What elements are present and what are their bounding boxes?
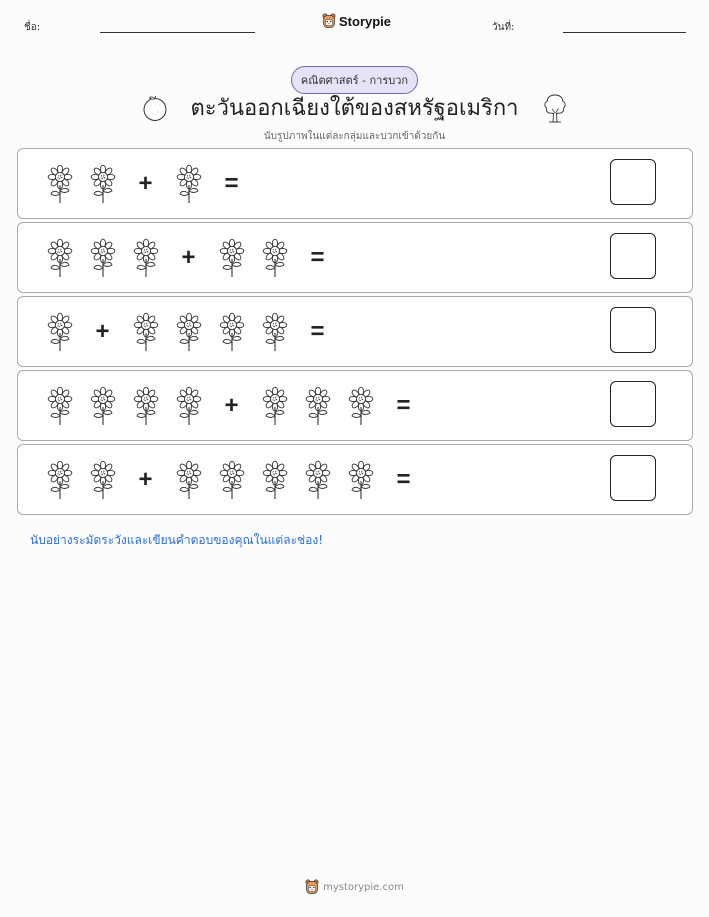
date-field[interactable]	[563, 32, 686, 33]
problem-row	[17, 148, 693, 219]
subject-badge: คณิตศาสตร์ - การบวก	[291, 66, 418, 94]
sunflower-icon	[173, 312, 205, 352]
sunflower-icon	[44, 460, 76, 500]
sunflower-icon	[173, 386, 205, 426]
sunflower-icon	[87, 386, 119, 426]
answer-box[interactable]	[610, 159, 656, 205]
sunflower-icon	[44, 238, 76, 278]
instructions: นับรูปภาพในแต่ละกลุ่มและบวกเข้าด้วยกัน	[263, 131, 446, 142]
sunflower-icon	[44, 312, 76, 352]
sunflower-icon	[259, 312, 291, 352]
sunflower-icon	[130, 312, 162, 352]
bear-mascot-icon	[322, 13, 336, 29]
tree-icon	[540, 92, 570, 124]
sunflower-icon	[130, 238, 162, 278]
answer-box[interactable]	[610, 381, 656, 427]
brand-logo	[322, 13, 391, 29]
footnote: นับอย่างระมัดระวังและเขียนคำตอบของคุณในแต่ละช่อง!	[30, 533, 324, 547]
sunflower-icon	[173, 460, 205, 500]
sunflower-icon	[302, 386, 334, 426]
answer-box[interactable]	[610, 307, 656, 353]
footer	[0, 879, 709, 895]
equals-sign: =	[396, 391, 411, 419]
page-title: ตะวันออกเฉียงใต้ของสหรัฐอเมริกา	[190, 96, 519, 121]
equals-sign: =	[396, 465, 411, 493]
sunflower-icon	[302, 460, 334, 500]
sunflower-icon	[345, 460, 377, 500]
sunflower-icon	[345, 386, 377, 426]
plus-sign: +	[138, 465, 153, 493]
sunflower-icon	[87, 164, 119, 204]
plus-sign: +	[138, 169, 153, 197]
sunflower-icon	[216, 460, 248, 500]
equation	[38, 445, 425, 514]
equals-sign: =	[310, 317, 325, 345]
sunflower-icon	[173, 164, 205, 204]
name-field[interactable]	[100, 32, 255, 33]
sunflower-icon	[44, 386, 76, 426]
problem-row	[17, 370, 693, 441]
sunflower-icon	[87, 460, 119, 500]
date-label: วันที่:	[492, 22, 515, 33]
sunflower-icon	[259, 460, 291, 500]
problem-row	[17, 222, 693, 293]
footer-site: mystorypie.com	[323, 881, 404, 893]
equation	[38, 297, 339, 366]
equation	[38, 223, 339, 292]
sunflower-icon	[216, 238, 248, 278]
title-row	[0, 92, 709, 126]
answer-box[interactable]	[610, 233, 656, 279]
equation	[38, 149, 253, 218]
problem-row	[17, 444, 693, 515]
problem-row	[17, 296, 693, 367]
plus-sign: +	[95, 317, 110, 345]
equals-sign: =	[310, 243, 325, 271]
sunflower-icon	[87, 238, 119, 278]
sunflower-icon	[44, 164, 76, 204]
equals-sign: =	[224, 169, 239, 197]
worksheet-header	[0, 0, 709, 50]
plus-sign: +	[224, 391, 239, 419]
plus-sign: +	[181, 243, 196, 271]
name-label: ชื่อ:	[24, 22, 41, 33]
sunflower-icon	[216, 312, 248, 352]
sunflower-icon	[259, 386, 291, 426]
sunflower-icon	[130, 386, 162, 426]
bear-mascot-icon	[305, 879, 319, 895]
brand-name: Storypie	[339, 13, 392, 29]
sunflower-icon	[259, 238, 291, 278]
equation	[38, 371, 425, 440]
answer-box[interactable]	[610, 455, 656, 501]
